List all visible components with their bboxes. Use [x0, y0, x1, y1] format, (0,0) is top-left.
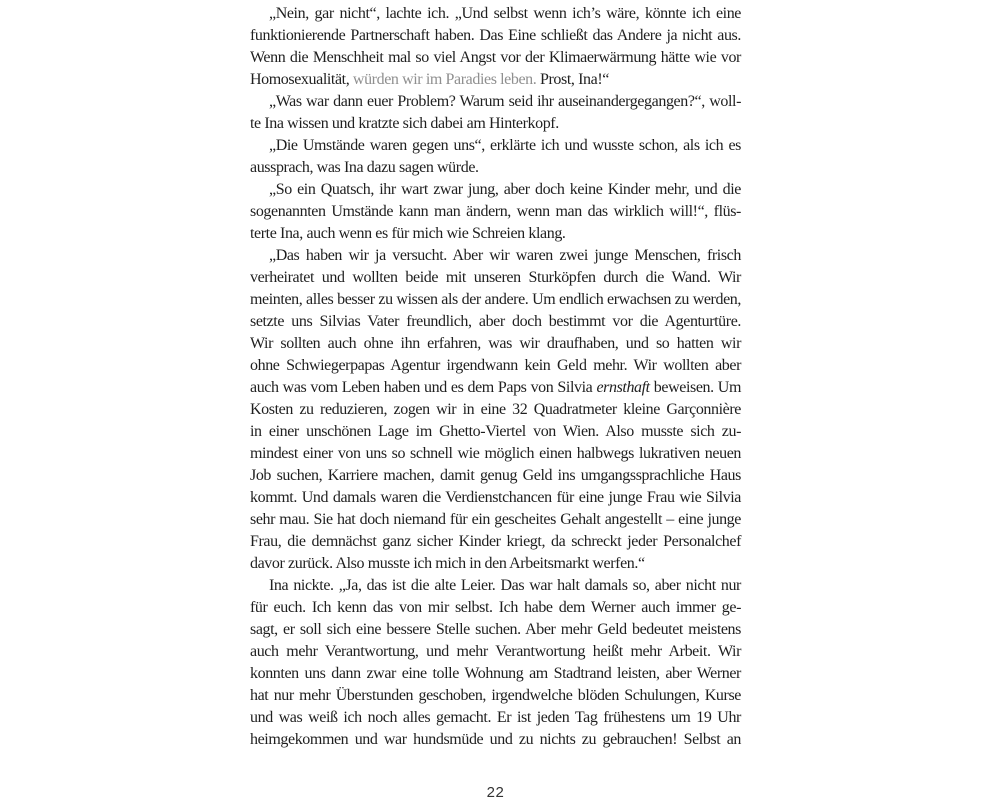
body-text: sogenannten Umstände kann man ändern, wenn man das wirklich will!“, flüs- — [250, 203, 741, 220]
text-line — [250, 597, 741, 619]
text-line — [250, 355, 741, 377]
body-text: in einer unschönen Lage im Ghetto-Viertel von Wien. Also musste sich zu- — [250, 423, 741, 440]
body-text: „Was war dann euer Problem? Warum seid ihr auseinandergegangen?“, woll- — [269, 93, 741, 110]
text-line — [250, 509, 741, 531]
body-text: Ina nickte. „Ja, das ist die alte Leier. Das war halt damals so, aber nicht nur — [269, 577, 741, 594]
body-text: aussprach, was Ina dazu sagen würde. — [250, 159, 479, 176]
text-line — [250, 575, 741, 597]
text-line — [250, 729, 741, 751]
body-text: „Nein, gar nicht“, lachte ich. „Und selbst wenn ich’s wäre, könnte ich eine — [269, 5, 741, 22]
body-text: ohne Schwiegerpapas Agentur irgendwann kein Geld mehr. Wir wollten aber — [250, 357, 741, 374]
muted-text: würden wir im Paradies leben. — [352, 71, 537, 88]
emphasized-text: ernsthaft — [596, 379, 650, 396]
text-line — [250, 707, 741, 729]
text-line — [250, 157, 741, 179]
text-line — [250, 377, 741, 399]
text-line — [250, 333, 741, 355]
body-text: setzte uns Silvias Vater freundlich, aber doch bestimmt vor die Agenturtüre. — [250, 313, 741, 330]
body-text: Wir sollten auch ohne ihn erfahren, was wir draufhaben, und so hatten wir — [250, 335, 741, 352]
body-text: auch was vom Leben haben und es dem Paps von Silvia — [250, 379, 597, 396]
text-line — [250, 421, 741, 443]
text-line — [250, 465, 741, 487]
text-line — [250, 685, 741, 707]
body-text: te Ina wissen und kratzte sich dabei am Hinterkopf. — [250, 115, 559, 132]
body-text: „So ein Quatsch, ihr wart zwar jung, aber doch keine Kinder mehr, und die — [269, 181, 741, 198]
text-line — [250, 113, 741, 135]
body-text: beweisen. Um — [649, 379, 741, 396]
body-text: Frau, die demnächst ganz sicher Kinder kriegt, da schreckt jeder Personalchef — [250, 533, 741, 550]
body-text: terte Ina, auch wenn es für mich wie Schreien klang. — [250, 225, 566, 242]
text-line — [250, 91, 741, 113]
text-line — [250, 663, 741, 685]
body-text: mindest einer von uns so schnell wie möglich einen halbwegs lukrativen neuen — [250, 445, 741, 462]
body-text: verheiratet und wollten beide mit unseren Sturköpfen durch die Wand. Wir — [250, 269, 741, 286]
body-text: sagt, er soll sich eine bessere Stelle suchen. Aber mehr Geld bedeutet meistens — [250, 621, 741, 638]
text-line — [250, 311, 741, 333]
text-line — [250, 69, 741, 91]
body-text: sehr mau. Sie hat doch niemand für ein gescheites Gehalt angestellt – eine junge — [250, 511, 741, 528]
body-text: heimgekommen und war hundsmüde und zu nichts zu gebrauchen! Selbst an — [250, 731, 741, 748]
text-line — [250, 553, 741, 575]
text-line — [250, 267, 741, 289]
body-text: auch mehr Verantwortung, und mehr Verantwortung heißt mehr Arbeit. Wir — [250, 643, 741, 660]
text-line — [250, 3, 741, 25]
text-line — [250, 223, 741, 245]
body-text: Wenn die Menschheit mal so viel Angst vor der Klimaerwärmung hätte wie vor — [250, 49, 741, 66]
text-line — [250, 135, 741, 157]
page-text — [250, 3, 741, 751]
body-text: konnten uns dann zwar eine tolle Wohnung am Stadtrand leisten, aber Werner — [250, 665, 741, 682]
body-text: für euch. Ich kenn das von mir selbst. Ich habe dem Werner auch immer ge- — [250, 599, 741, 616]
body-text: und was weiß ich noch alles gemacht. Er ist jeden Tag frühestens um 19 Uhr — [250, 709, 741, 726]
body-text: Kosten zu reduzieren, zogen wir in eine 32 Quadratmeter kleine Garçonnière — [250, 401, 741, 418]
body-text: Job suchen, Karriere machen, damit genug Geld ins umgangssprachliche Haus — [250, 467, 741, 484]
text-line — [250, 619, 741, 641]
text-line — [250, 443, 741, 465]
body-text: hat nur mehr Überstunden geschoben, irgendwelche blöden Schulungen, Kurse — [250, 687, 741, 704]
body-text: „Die Umstände waren gegen uns“, erklärte ich und wusste schon, als ich es — [269, 137, 741, 154]
text-line — [250, 245, 741, 267]
body-text: davor zurück. Also musste ich mich in den Arbeitsmarkt werfen.“ — [250, 555, 645, 572]
body-text: funktionierende Partnerschaft haben. Das Eine schließt das Andere ja nicht aus. — [250, 27, 741, 44]
text-line — [250, 179, 741, 201]
page-number: 22 — [486, 784, 505, 801]
text-line — [250, 399, 741, 421]
text-line — [250, 641, 741, 663]
text-line — [250, 25, 741, 47]
body-text: meinten, alles besser zu wissen als der andere. Um endlich erwachsen zu werden, — [250, 291, 741, 308]
text-line — [250, 47, 741, 69]
text-line — [250, 201, 741, 223]
body-text: kommt. Und damals waren die Verdienstchancen für eine junge Frau wie Silvia — [250, 489, 741, 506]
body-text: „Das haben wir ja versucht. Aber wir waren zwei junge Menschen, frisch — [269, 247, 741, 264]
text-line — [250, 289, 741, 311]
body-text: Prost, Ina!“ — [536, 71, 609, 88]
text-line — [250, 487, 741, 509]
body-text: Homosexualität, — [250, 71, 353, 88]
text-line — [250, 531, 741, 553]
